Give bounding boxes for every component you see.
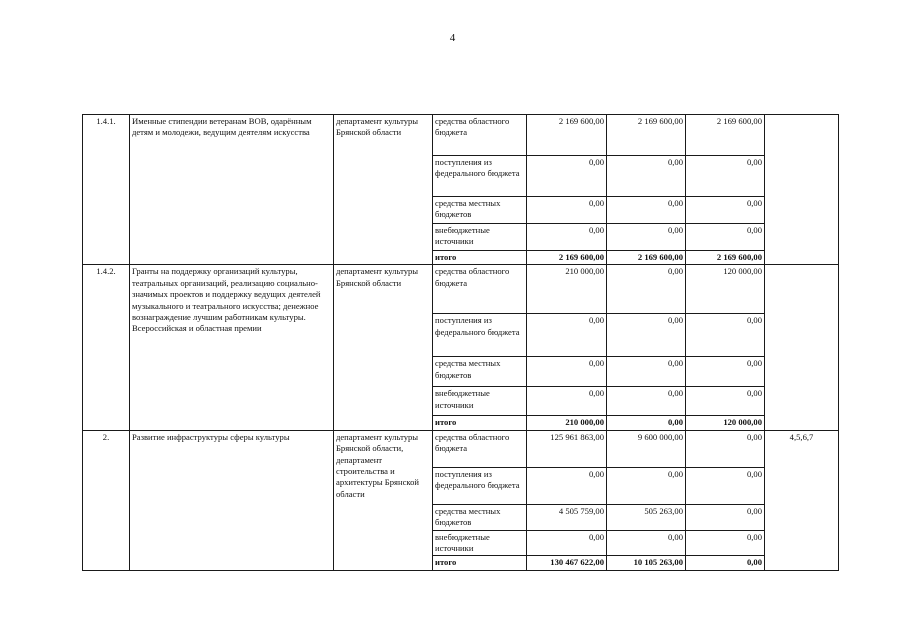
amount-year2: 0,00	[607, 156, 686, 197]
amount-year2: 505 263,00	[607, 504, 686, 530]
amount-year3: 0,00	[686, 357, 765, 387]
funding-source: итого	[433, 251, 527, 265]
amount-year3: 2 169 600,00	[686, 115, 765, 156]
section-code: 2.	[83, 430, 130, 570]
amount-year2: 2 169 600,00	[607, 115, 686, 156]
amount-year3: 0,00	[686, 556, 765, 570]
amount-year2: 0,00	[607, 387, 686, 416]
amount-year2: 0,00	[607, 265, 686, 314]
amount-year1: 4 505 759,00	[527, 504, 607, 530]
amount-year1: 210 000,00	[527, 265, 607, 314]
amount-year1: 0,00	[527, 156, 607, 197]
funding-source: средства местных бюджетов	[433, 197, 527, 224]
amount-year1: 0,00	[527, 357, 607, 387]
amount-year2: 10 105 263,00	[607, 556, 686, 570]
amount-year2: 0,00	[607, 224, 686, 251]
section-code: 1.4.1.	[83, 115, 130, 265]
funding-source: поступления из федерального бюджета	[433, 156, 527, 197]
funding-source: поступления из федерального бюджета	[433, 314, 527, 357]
amount-year3: 0,00	[686, 467, 765, 504]
table-row	[83, 115, 839, 156]
amount-year1: 210 000,00	[527, 416, 607, 430]
amount-year3: 120 000,00	[686, 416, 765, 430]
funding-source: средства областного бюджета	[433, 115, 527, 156]
funding-source: внебюджетные источники	[433, 387, 527, 416]
amount-year2: 0,00	[607, 467, 686, 504]
funding-source: внебюджетные источники	[433, 224, 527, 251]
amount-year1: 0,00	[527, 224, 607, 251]
amount-year3: 0,00	[686, 314, 765, 357]
funding-source: средства областного бюджета	[433, 430, 527, 467]
amount-year3: 0,00	[686, 504, 765, 530]
amount-year2: 0,00	[607, 314, 686, 357]
amount-year1: 0,00	[527, 387, 607, 416]
table-row	[83, 430, 839, 467]
funding-source: итого	[433, 416, 527, 430]
amount-year1: 2 169 600,00	[527, 251, 607, 265]
section-name: Именные стипендии ветеранам ВОВ, одарённым детям и молодежи, ведущим деятелям искусства	[130, 115, 334, 265]
amount-year2: 0,00	[607, 357, 686, 387]
amount-year3: 120 000,00	[686, 265, 765, 314]
amount-year3: 0,00	[686, 430, 765, 467]
funding-source: внебюджетные источники	[433, 530, 527, 556]
funding-source: итого	[433, 556, 527, 570]
table-row	[83, 265, 839, 314]
amount-year1: 0,00	[527, 530, 607, 556]
amount-year3: 0,00	[686, 530, 765, 556]
section-goals	[765, 115, 839, 265]
section-executor: департамент культуры Брянской области, департамент строительства и архитектуры Брянской области	[334, 430, 433, 570]
section-code: 1.4.2.	[83, 265, 130, 430]
section-name: Гранты на поддержку организаций культуры, театральных организаций, реализацию социально-значимых проектов и поддержку ведущих деятелей музыкального и театрального искусства; денежное вознаграждение лучшим работникам культуры. Всероссийская и областная премии	[130, 265, 334, 430]
amount-year3: 0,00	[686, 156, 765, 197]
amount-year2: 0,00	[607, 197, 686, 224]
page-number: 4	[449, 32, 456, 44]
section-name: Развитие инфраструктуры сферы культуры	[130, 430, 334, 570]
amount-year1: 0,00	[527, 197, 607, 224]
budget-table	[82, 114, 839, 571]
funding-source: поступления из федерального бюджета	[433, 467, 527, 504]
amount-year2: 9 600 000,00	[607, 430, 686, 467]
amount-year1: 125 961 863,00	[527, 430, 607, 467]
amount-year2: 0,00	[607, 530, 686, 556]
amount-year3: 0,00	[686, 387, 765, 416]
funding-source: средства местных бюджетов	[433, 357, 527, 387]
amount-year1: 0,00	[527, 314, 607, 357]
amount-year1: 2 169 600,00	[527, 115, 607, 156]
amount-year2: 0,00	[607, 416, 686, 430]
section-goals	[765, 265, 839, 430]
section-executor: департамент культуры Брянской области	[334, 265, 433, 430]
funding-source: средства областного бюджета	[433, 265, 527, 314]
amount-year3: 2 169 600,00	[686, 251, 765, 265]
amount-year2: 2 169 600,00	[607, 251, 686, 265]
amount-year3: 0,00	[686, 224, 765, 251]
amount-year1: 130 467 622,00	[527, 556, 607, 570]
funding-source: средства местных бюджетов	[433, 504, 527, 530]
section-goals: 4,5,6,7	[765, 430, 839, 570]
section-executor: департамент культуры Брянской области	[334, 115, 433, 265]
amount-year1: 0,00	[527, 467, 607, 504]
amount-year3: 0,00	[686, 197, 765, 224]
